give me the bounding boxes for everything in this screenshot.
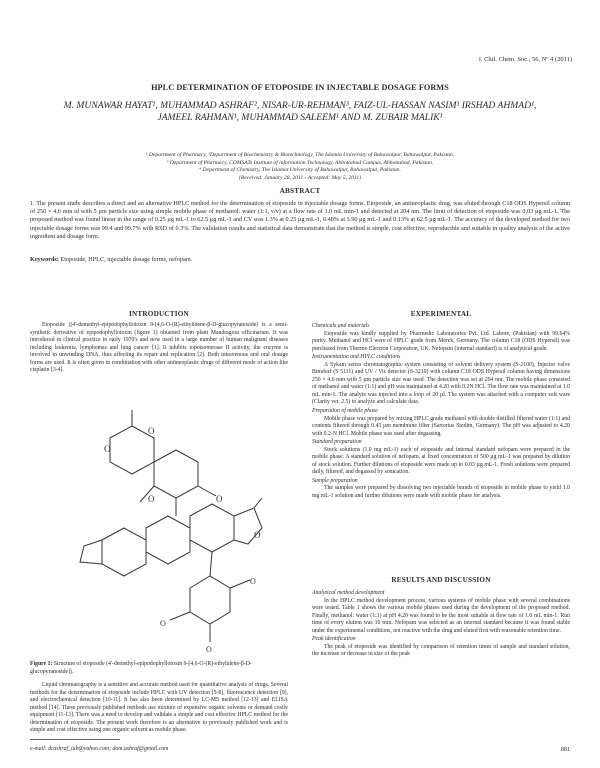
- subheading: Chemicals and materials: [312, 323, 370, 329]
- introduction-para-2: [30, 682, 288, 738]
- keywords-text: Etoposide, HPLC, injectable dosage forms, nefopam.: [60, 256, 193, 263]
- figure-caption-text: Structure of etoposide (4'-demethyl-epipodophyllotoxin 9-[4,6-O-(R)-ethylidene-β-D-glucopyranoside]).: [30, 661, 252, 675]
- affiliation-line: ³ Department of Pharmacy, COMSATs Institute of information Technology, Abbottabad Campus, Abbottabad, Pakistan.: [166, 159, 434, 166]
- keywords-line: [30, 256, 570, 263]
- abstract-heading: ABSTRACT: [279, 187, 321, 195]
- subheading: Sample preparation: [312, 477, 358, 484]
- subheading: Peak identification: [312, 636, 356, 643]
- paragraph: Stock solutions (1.0 mg mL-1) each of etoposide and internal standard nefopam were prepared in the mobile phase. A standard solution of nefopam, at fixed concentration of 500 µg mL-1 was prepared by dilution of stock solution. Further dilutions of etoposide were made up to 0.03 µg mL-1. Fresh solutions were prepared daily, filtered, and degassed by sonication.: [312, 446, 570, 476]
- results-section: [312, 589, 570, 735]
- abstract-text: 1. The present study describes a direct and an alternative HPLC method for the determination of etoposide in injectable dosage forms. Etoposide, an antineoplastic drug, was eluted through C18 ODS Hypersil column of 250 × 4.6 mm id with 5 µm particle size using simple mobile phase of methanol: water (1:1, v/v) at a flow rate of 1.0 mL min-1 and detected at 204 nm. The limit of detection of etoposide was 0.03 µg mL-1. The proposed method was found linear in the range of 0.25 µg mL-1 to 62.5 µg mL-1 and CV was 1.3% at 0.25 µg mL-1, 0.48% at 3.90 µg mL-1 and 0.13% at 62.5 µg mL-1. The accuracy of the developed method for two injectable dosage forms was 99.4 and 99.7% with RSD of 0.3%. The validation results and statistical data demonstrate that the method is simple, cost effective, reproducible and suitable in quality analysis of the active ingredient and dosage form.: [30, 200, 570, 240]
- page-number: 881: [560, 746, 570, 753]
- carbonyl-bond: [254, 498, 262, 508]
- experimental-section: [312, 322, 570, 568]
- dioxole-ring: [80, 540, 102, 564]
- glucose-ring: [154, 450, 198, 498]
- methoxy-bond: [230, 580, 250, 588]
- methoxy-bond-2: [170, 612, 190, 620]
- svg-text:O: O: [206, 645, 212, 654]
- paper-title: HPLC DETERMINATION OF ETOPOSIDE IN INJECTABLE DOSAGE FORMS: [151, 83, 449, 92]
- footnote-rule: [30, 739, 120, 740]
- etoposide-structure-figure: [40, 398, 270, 658]
- svg-text:O: O: [250, 577, 256, 586]
- phenyl-ring: [190, 576, 230, 624]
- ring-b: [146, 516, 190, 564]
- svg-text:O: O: [160, 619, 166, 628]
- author-list: M. MUNAWAR HAYAT¹, MUHAMMAD ASHRAF², NISAR-UR-REHMAN³, FAIZ-UL-HASSAN NASIM¹ IRSHAD AHMAD¹, JAMEEL RAHMAN¹, MUHAMMAD SALEEM¹ AND M. ZUBAIR MALIK¹: [63, 100, 537, 124]
- corresponding-email: e-mail: drashraf_iub@yahoo.com; dom.ashraf@gmail.com: [30, 746, 169, 752]
- ring-c: [190, 504, 234, 552]
- introduction-heading: INTRODUCTION: [129, 310, 189, 318]
- subheading: Standard preparation: [312, 439, 362, 446]
- introduction-para-1: [30, 322, 288, 398]
- affiliations: [50, 152, 550, 182]
- experimental-heading: EXPERIMENTAL: [410, 310, 472, 318]
- paragraph: A Sykam series chromatographic system consisting of solvent delivery system (S-2100), Injector valve Bimdorf (S 5111) and UV / Vis detector (S-3210) with column C18 ODS Hypersil column having dimensions 250 × 4.6 mm with 5 µm particle size was used. The detection was set at 204 nm. The mobile phase consisted of methanol and water (1:1) and pH was maintained at 4.20 with 0.2N HCl. The flow rate was maintained at 1.0 mL min-1. The analyte was injected into a loop of 20 µl. The system was attached with a computer soft ware (Clarity ver. 2.5) to analyze and calculate data.: [312, 361, 570, 406]
- svg-text:O: O: [216, 494, 223, 504]
- ring-a: [102, 528, 146, 576]
- svg-text:O: O: [148, 494, 155, 504]
- paragraph: Mobile phase was prepared by mixing HPLC grade methanol with double distilled filtered water (1:1) and contents filtered through 0.45 µm membrane filter (Sartorius Stedim, Germany). The pH was adjusted to 4.20 with 0.2-N HCl. Mobile phase was used after degassing.: [312, 415, 570, 437]
- svg-text:O: O: [254, 530, 261, 540]
- subheading: Instrumentation and HPLC conditions: [312, 354, 401, 361]
- subheading: Preparation of mobile phase: [312, 408, 378, 415]
- paragraph: Etoposide was kindly supplied by Pharmedic Laboratories Pvt. Ltd. Lahore, (Pakistan) with 99.64% purity. Methanol and HCl were of HPLC grade from Merck, Germany. The column C18 (ODS Hypersil) was purchased from Thermo Electron Corporation, UK. Nefopam (internal standard) is of analytical grade.: [312, 330, 570, 352]
- paragraph: In the HPLC method development process, various systems of mobile phase with several combinations were tested. Table 1 shows the various mobile phases used during the development of the proposed method. Finally, methanol: water (1:1) at pH 4.20 was found to be the most suitable at flow rate of 1.0 mL min-1. Run time of every elution was 10 min. Nefopam was selected as an internal standard because it was found stable under the experimental conditions, not reactive with the drug and eluted first with reasonable retention time.: [312, 597, 570, 634]
- phenyl-bond: [210, 552, 212, 576]
- glycoside-bond: [198, 486, 216, 496]
- figure-1-caption: [30, 661, 288, 676]
- subheading: Analytical method development: [312, 590, 385, 596]
- figure-label: Figure 1:: [30, 661, 53, 667]
- intro-paragraph: Etoposide [(4'-demethyl-epipodophyllotoxin 9-[4,6-O-(R)-ethylidene-β-D-glucopyranoside] is a semi-synthetic derivative of epipodophyllotoxin (figure 1) obtained from plant Mandragora officinarum. It was introduced in clinical practice in early 1970's and now used in a large number of human malignant diseases including leukemia, lymphomas and lung cancer [1]. It inhibits topoisomerase II activity, the enzyme is involved in unwinding DNA, thus affecting its repair and replication [2]. Both intravenous and oral dosage forms are used. It is often given in combination with other antineoplastic drugs of different mode of action like cisplatin [3-4].: [30, 322, 288, 374]
- paragraph: The samples were prepared by dissolving two injectable brands of etoposide in mobile phase to yield 1.0 mg mL-1 solution and further dilutions were made with mobile phase for analysis.: [312, 485, 570, 500]
- affiliation-line: ¹ Department of Pharmacy, ²Department of Biochemistry & Biotechnology, The Islamia University of Bahawalpur, Bahawalpur, Pakistan.: [145, 152, 455, 158]
- received-dates: (Received: January 28, 2011 - Accepted: May 5, 2011): [238, 174, 362, 181]
- affiliation-line: ⁴ Department of Chemistry, The Islamia University of Bahawalpur, Bahawalpur, Pakistan.: [199, 167, 401, 174]
- svg-text:O: O: [148, 426, 155, 436]
- paragraph: The peak of etoposide was identified by comparison of retention times of sample and standard solution, the increase or decrease in size of the peak: [312, 643, 570, 658]
- journal-header: J. Chil. Chem. Soc., 56, Nº 4 (2011): [478, 56, 572, 63]
- intro-paragraph: Liquid chromatography is a sensitive and accurate method used for quantitative analysis of drugs. Several methods for the determination of etoposide include HPLC with UV detection [5-8], fluorescence detection [9], and electrochemical detection [10-11]. It has also been determined by LC-MS method [12-13] and ELISA method [14]. These previously published methods use mixture of expensive organic solvents or demand costly equipment [11-13]. There was a need to develop and validate a simple and cost effective HPLC method for the determination of etoposide. The present work therefore is an alternative to previously published work and is simple and cost effective using one organic solvent as mobile phase.: [30, 682, 288, 734]
- svg-text:O: O: [104, 444, 111, 454]
- keywords-label: Keywords:: [30, 256, 59, 263]
- results-heading: RESULTS AND DISCUSSION: [391, 576, 491, 584]
